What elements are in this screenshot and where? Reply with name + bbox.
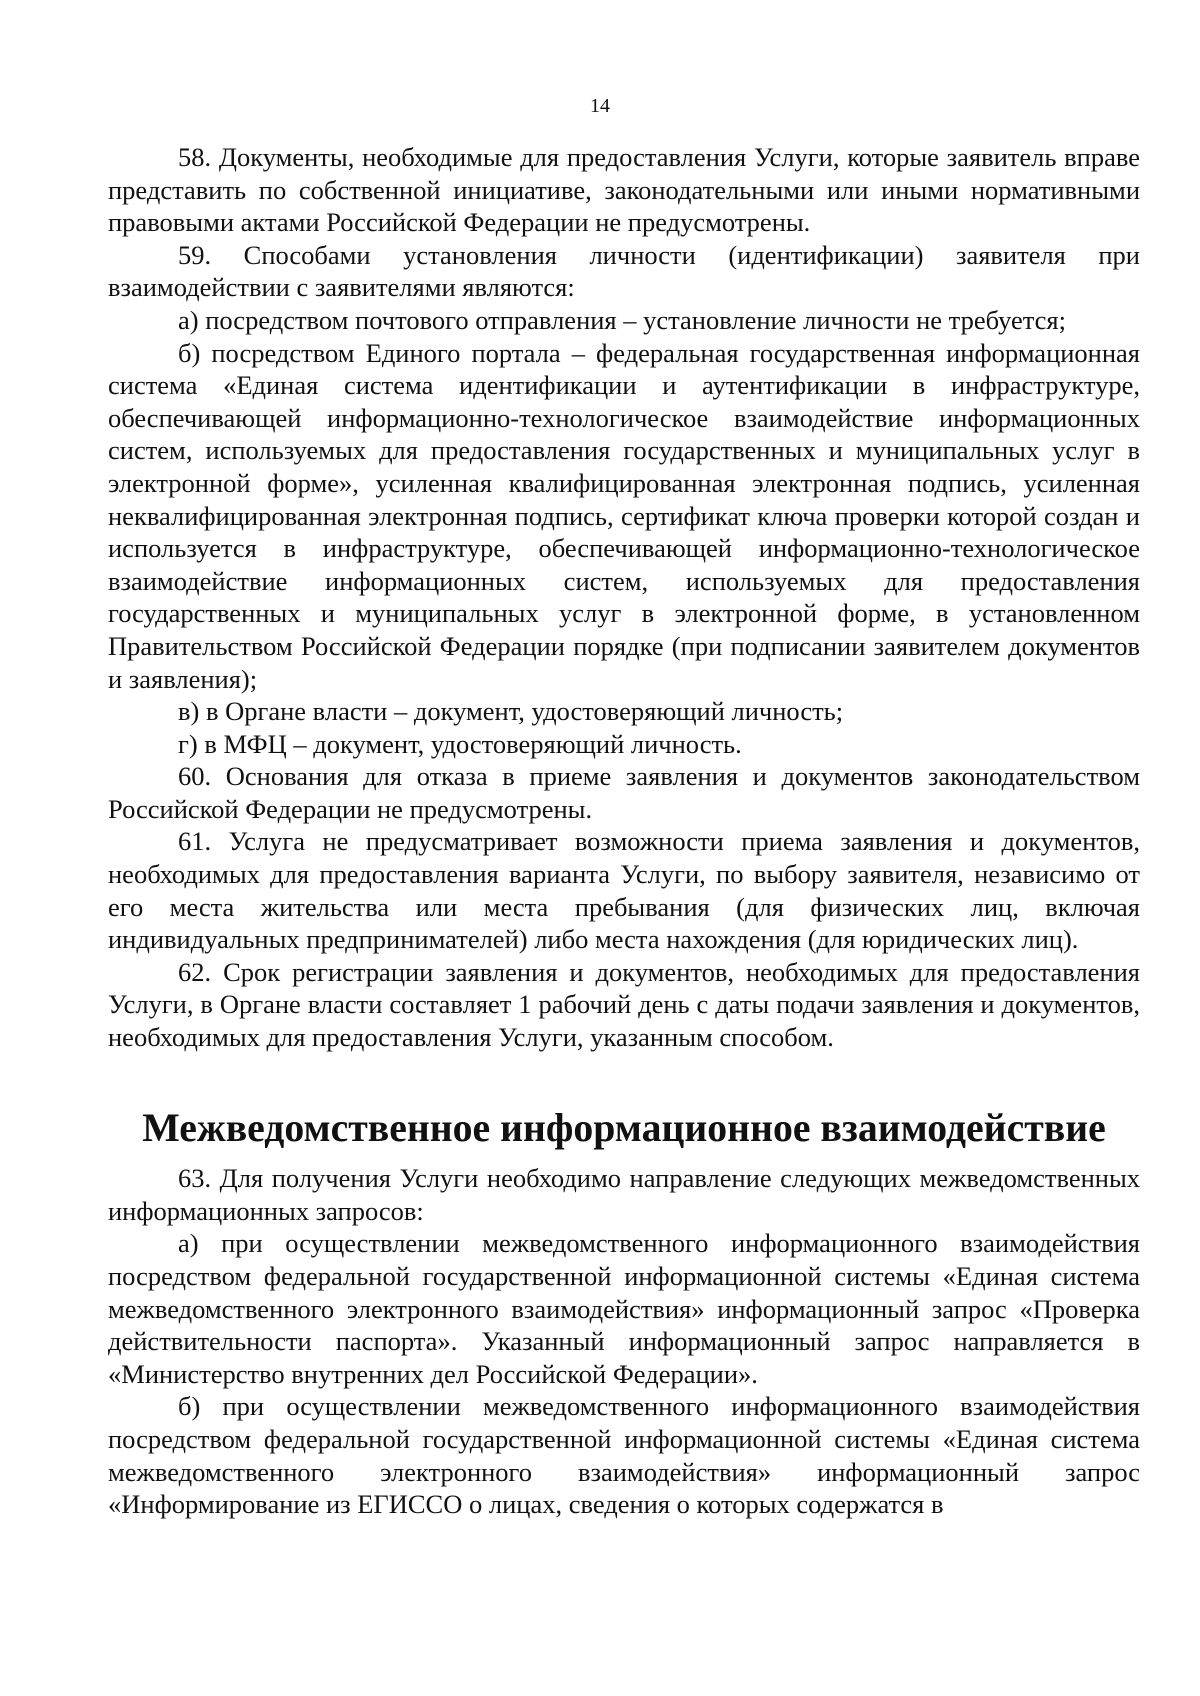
paragraph-59-a: а) посредством почтового отправления – установление личности не требуется; bbox=[178, 304, 1066, 335]
paragraph-59: 59. Способами установления личности (идентификации) заявителя при взаимодействии с заявителями являются: bbox=[108, 239, 1140, 303]
paragraph-60: 60. Основания для отказа в приеме заявления и документов законодательством Российской Федерации не предусмотрены. bbox=[108, 761, 1140, 824]
page-number: 14 bbox=[590, 95, 610, 117]
paragraph-63-a: а) при осуществлении межведомственного информационного взаимодействия посредством федеральной государственной информационной системы «Единая система межведомственного электронного взаимодействия» информационный запрос «Проверка действительности паспорта». Указанный информационный запрос направляется в «Министерство внутренних дел Российской Федерации». bbox=[108, 1228, 1140, 1389]
paragraph-63: 63. Для получения Услуги необходимо направление следующих межведомственных информационных запросов: bbox=[108, 1163, 1140, 1226]
paragraph-62: 62. Срок регистрации заявления и документов, необходимых для предоставления Услуги, в Органе власти составляет 1 рабочий день с даты подачи заявления и документов, необходимых для предоставления Услуги, указанным способом. bbox=[108, 956, 1140, 1053]
paragraph-61: 61. Услуга не предусматривает возможности приема заявления и документов, необходимых для предоставления варианта Услуги, по выбору заявителя, независимо от его места жительства или места пребывания (для физических лиц, включая индивидуальных предпринимателей) либо места нахождения (для юридических лиц). bbox=[108, 826, 1140, 955]
paragraph-59-v: в) в Органе власти – документ, удостоверяющий личность; bbox=[178, 696, 844, 727]
paragraph-58: 58. Документы, необходимые для предоставления Услуги, которые заявитель вправе представить по собственной инициативе, законодательными или иными нормативными правовыми актами Российской Федерации не предусмотрены. bbox=[108, 142, 1140, 238]
paragraph-59-b: б) посредством Единого портала – федеральная государственная информационная система «Единая система идентификации и аутентификации в инфраструктуре, обеспечивающей информационно-технологическое взаимодействие информационных систем, используемых для предоставления государственных и муниципальных услуг в электронной форме», усиленная квалифицированная электронная подпись, усиленная неквалифицированная электронная подпись, сертификат ключа проверки которой создан и используется в инфраструктуре, обеспечивающей информационно-технологическое взаимодействие информационных систем, используемых для предоставления государственных и муниципальных услуг в электронной форме, в установленном Правительством Российской Федерации порядке (при подписании заявителем документов и заявления); bbox=[108, 337, 1140, 694]
paragraph-59-g: г) в МФЦ – документ, удостоверяющий личность. bbox=[178, 728, 742, 759]
section-heading: Межведомственное информационное взаимодействие bbox=[142, 1105, 1106, 1150]
document-body bbox=[108, 141, 1140, 1521]
paragraph-63-b: б) при осуществлении межведомственного информационного взаимодействия посредством федеральной государственной информационной системы «Единая система межведомственного электронного взаимодействия» информационный запрос «Информирование из ЕГИССО о лицах, сведения о которых содержатся в bbox=[108, 1391, 1140, 1520]
